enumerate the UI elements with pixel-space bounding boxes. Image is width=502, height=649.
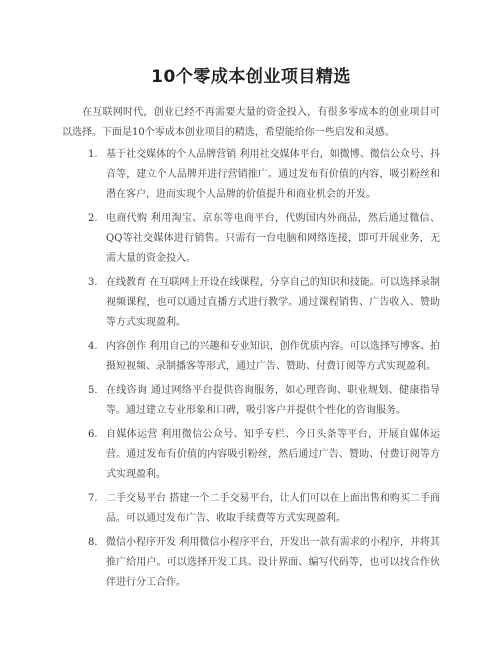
list-item <box>62 145 440 205</box>
list-item-text: 微信小程序开发 利用微信小程序平台，开发出一款有需求的小程序，并将其推广给用户。可以选择开发工具、设计界面、编写代码等，也可以找合作伙伴进行分工合作。 <box>106 537 440 588</box>
list-item-text: 基于社交媒体的个人品牌营销 利用社交媒体平台，如微博、微信公众号、抖音等，建立个人品牌并进行营销推广。通过发布有价值的内容，吸引粉丝和潜在客户，进而实现个人品牌的价值提升和商业机会的开发。 <box>106 149 440 200</box>
list-item-number: 7. <box>88 493 98 504</box>
list-item-number: 6. <box>88 429 98 440</box>
list-item <box>62 489 440 529</box>
list-item <box>62 273 440 333</box>
list-item <box>62 337 440 377</box>
list-item <box>62 209 440 269</box>
list-item-text: 在线教育 在互联网上开设在线课程，分享自己的知识和技能。可以选择录制视频课程，也可以通过直播方式进行教学。通过课程销售、广告收入、赞助等方式实现盈利。 <box>106 277 440 328</box>
list-item-text: 内容创作 利用自己的兴趣和专业知识，创作优质内容。可以选择写博客、拍摄短视频、录制播客等形式，通过广告、赞助、付费订阅等方式实现盈利。 <box>106 341 440 372</box>
list-item-number: 1. <box>88 149 98 160</box>
list-item-text: 电商代购 利用淘宝、京东等电商平台，代购国内外商品，然后通过微信、QQ等社交媒体进行销售。只需有一台电脑和网络连接，即可开展业务，无需大量的资金投入。 <box>106 213 440 264</box>
list-item-text: 二手交易平台 搭建一个二手交易平台，让人们可以在上面出售和购买二手商品。可以通过发布广告、收取手续费等方式实现盈利。 <box>106 493 440 524</box>
list-item-number: 3. <box>88 277 98 288</box>
list-item-text: 自媒体运营 利用微信公众号、知乎专栏、今日头条等平台，开展自媒体运营。通过发布有价值的内容吸引粉丝，然后通过广告、赞助、付费订阅等方式实现盈利。 <box>106 429 440 480</box>
list-item-number: 8. <box>88 537 98 548</box>
project-list <box>62 145 440 593</box>
list-item <box>62 425 440 485</box>
list-item-text: 在线咨询 通过网络平台提供咨询服务，如心理咨询、职业规划、健康指导等。通过建立专业形象和口碑，吸引客户并提供个性化的咨询服务。 <box>106 385 440 416</box>
list-item <box>62 533 440 593</box>
document-title: 10个零成本创业项目精选 <box>151 67 351 87</box>
list-item-number: 2. <box>88 213 98 224</box>
list-item-number: 4. <box>88 341 98 352</box>
list-item <box>62 381 440 421</box>
intro-paragraph: 在互联网时代，创业已经不再需要大量的资金投入，有很多零成本的创业项目可以选择。下面是10个零成本创业项目的精选，希望能给你一些启发和灵感。 <box>62 107 440 138</box>
list-item-number: 5. <box>88 385 98 396</box>
